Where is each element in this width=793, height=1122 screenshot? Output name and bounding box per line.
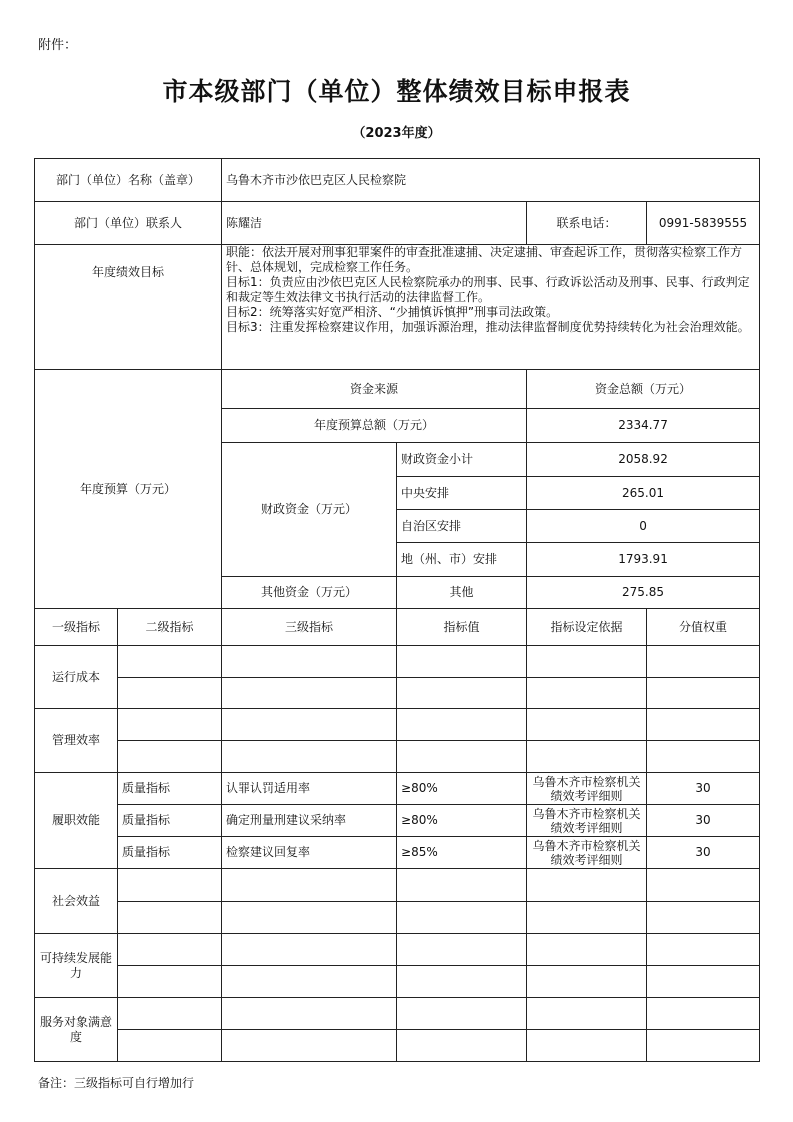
perf-weight[interactable]: 30 [647,837,760,869]
attachment-label: 附件： [38,38,78,53]
other-funds-value[interactable]: 275.85 [527,577,760,609]
col-header-value: 指标值 [397,609,527,646]
empty-cell[interactable] [118,678,222,709]
empty-cell[interactable] [118,934,222,966]
col-header-weight: 分值权重 [647,609,760,646]
empty-cell[interactable] [222,934,397,966]
empty-cell[interactable] [397,869,527,902]
empty-cell[interactable] [527,678,647,709]
page-title: 市本级部门（单位）整体绩效目标申报表 [162,77,631,106]
perf-level2[interactable]: 质量指标 [118,805,222,837]
empty-cell[interactable] [647,934,760,966]
empty-cell[interactable] [527,966,647,998]
empty-cell[interactable] [118,902,222,934]
goal-line: 职能：依法开展对刑事犯罪案件的审查批准逮捕、决定逮捕、审查起诉工作，贯彻落实检察工作方针、总体规划，完成检察工作任务。 [226,245,743,274]
empty-cell[interactable] [222,998,397,1030]
col-header-basis: 指标设定依据 [527,609,647,646]
empty-cell[interactable] [647,646,760,678]
empty-cell[interactable] [222,902,397,934]
perf-basis[interactable]: 乌鲁木齐市检察机关绩效考评细则 [527,805,647,837]
empty-cell[interactable] [118,1030,222,1062]
empty-cell[interactable] [647,741,760,773]
empty-cell[interactable] [647,1030,760,1062]
empty-cell[interactable] [397,934,527,966]
empty-cell[interactable] [222,869,397,902]
empty-cell[interactable] [118,646,222,678]
perf-value[interactable]: ≥85% [397,837,527,869]
goal-line: 目标1：负责应由沙依巴克区人民检察院承办的刑事、民事、行政诉讼活动及刑事、民事、行政判定和裁定等生效法律文书执行活动的法律监督工作。 [226,275,750,304]
year-label: （2023年度） [352,126,441,141]
goals-text[interactable] [222,245,760,370]
dept-name-label: 部门（单位）名称（盖章） [35,159,222,202]
empty-cell[interactable] [647,966,760,998]
perf-level3[interactable]: 检察建议回复率 [222,837,397,869]
empty-cell[interactable] [527,741,647,773]
empty-cell[interactable] [647,902,760,934]
empty-cell[interactable] [222,646,397,678]
contact-value[interactable]: 陈耀洁 [222,202,527,245]
budget-label: 年度预算（万元） [35,370,222,609]
goal-line: 目标2：统筹落实好宽严相济、“少捕慎诉慎押”刑事司法政策。 [226,305,559,319]
contact-label: 部门（单位）联系人 [35,202,222,245]
empty-cell[interactable] [527,869,647,902]
empty-cell[interactable] [527,902,647,934]
empty-cell[interactable] [527,709,647,741]
indicator-social: 社会效益 [35,869,118,934]
annual-total-label: 年度预算总额（万元） [222,409,527,443]
empty-cell[interactable] [527,934,647,966]
other-funds-label: 其他资金（万元） [222,577,397,609]
perf-weight[interactable]: 30 [647,773,760,805]
indicator-cost: 运行成本 [35,646,118,709]
empty-cell[interactable] [222,709,397,741]
fiscal-subtotal-value[interactable]: 2058.92 [527,443,760,477]
empty-cell[interactable] [397,646,527,678]
empty-cell[interactable] [118,998,222,1030]
annual-total-value[interactable]: 2334.77 [527,409,760,443]
goals-label: 年度绩效目标 [35,245,222,370]
source-header: 资金来源 [222,370,527,409]
empty-cell[interactable] [222,741,397,773]
perf-weight[interactable]: 30 [647,805,760,837]
perf-basis[interactable]: 乌鲁木齐市检察机关绩效考评细则 [527,837,647,869]
empty-cell[interactable] [397,966,527,998]
footer-note: 备注：三级指标可自行增加行 [38,1076,195,1090]
empty-cell[interactable] [397,902,527,934]
empty-cell[interactable] [527,646,647,678]
phone-label: 联系电话： [527,202,647,245]
central-value[interactable]: 265.01 [527,477,760,510]
empty-cell[interactable] [118,741,222,773]
perf-basis[interactable]: 乌鲁木齐市检察机关绩效考评细则 [527,773,647,805]
col-header-level1: 一级指标 [35,609,118,646]
central-label: 中央安排 [397,477,527,510]
perf-level3[interactable]: 确定刑量刑建议采纳率 [222,805,397,837]
empty-cell[interactable] [647,678,760,709]
fiscal-label: 财政资金（万元） [222,443,397,577]
dept-name-value[interactable]: 乌鲁木齐市沙依巴克区人民检察院 [222,159,760,202]
phone-value[interactable]: 0991-5839555 [647,202,760,245]
empty-cell[interactable] [647,709,760,741]
perf-level2[interactable]: 质量指标 [118,773,222,805]
indicator-sustainability: 可持续发展能力 [35,934,118,998]
performance-form-table [34,158,760,1062]
empty-cell[interactable] [647,869,760,902]
col-header-level2: 二级指标 [118,609,222,646]
empty-cell[interactable] [397,709,527,741]
perf-value[interactable]: ≥80% [397,773,527,805]
perf-level2[interactable]: 质量指标 [118,837,222,869]
empty-cell[interactable] [222,1030,397,1062]
empty-cell[interactable] [647,998,760,1030]
col-header-level3: 三级指标 [222,609,397,646]
prefecture-value[interactable]: 1793.91 [527,543,760,577]
empty-cell[interactable] [118,966,222,998]
empty-cell[interactable] [397,998,527,1030]
perf-value[interactable]: ≥80% [397,805,527,837]
indicator-satisfaction: 服务对象满意度 [35,998,118,1062]
empty-cell[interactable] [397,741,527,773]
region-value[interactable]: 0 [527,510,760,543]
empty-cell[interactable] [222,966,397,998]
total-header: 资金总额（万元） [527,370,760,409]
fiscal-subtotal-label: 财政资金小计 [397,443,527,477]
indicator-performance: 履职效能 [35,773,118,869]
empty-cell[interactable] [118,869,222,902]
other-sub-label: 其他 [397,577,527,609]
empty-cell[interactable] [222,678,397,709]
empty-cell[interactable] [527,998,647,1030]
region-label: 自治区安排 [397,510,527,543]
empty-cell[interactable] [397,678,527,709]
perf-level3[interactable]: 认罪认罚适用率 [222,773,397,805]
goal-line: 目标3：注重发挥检察建议作用，加强诉源治理，推动法律监督制度优势持续转化为社会治理效能。 [226,320,750,334]
empty-cell[interactable] [118,709,222,741]
indicator-efficiency: 管理效率 [35,709,118,773]
empty-cell[interactable] [397,1030,527,1062]
prefecture-label: 地（州、市）安排 [397,543,527,577]
empty-cell[interactable] [527,1030,647,1062]
